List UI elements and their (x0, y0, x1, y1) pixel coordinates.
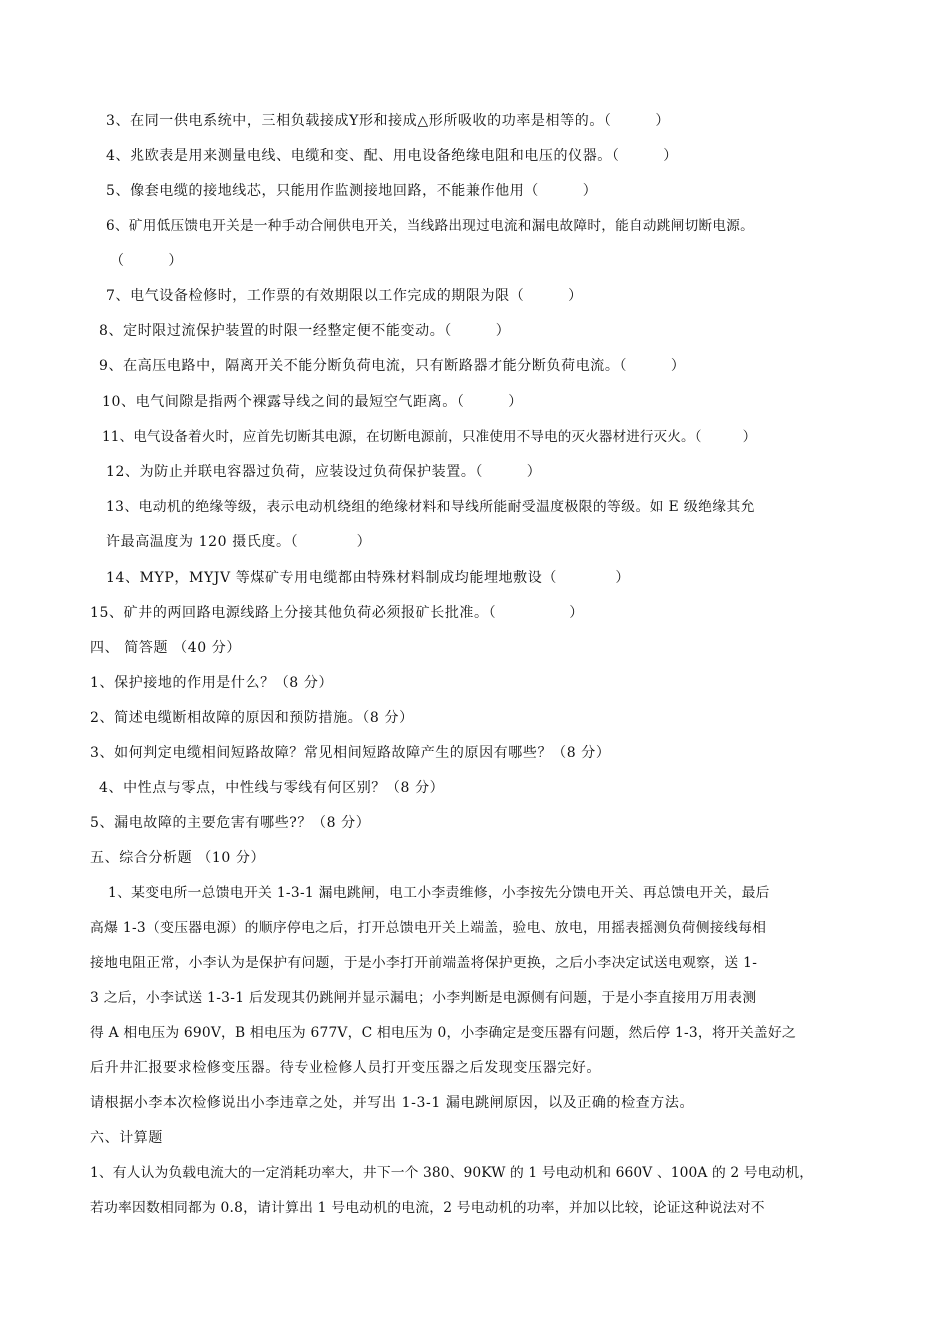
tf-item-5: 5、像套电缆的接地线芯，只能用作监测接地回路，不能兼作他用（ ） (106, 183, 598, 199)
tf-item-6: 6、矿用低压馈电开关是一种手动合闸供电开关，当线路出现过电流和漏电故障时，能自动跳闸切断电源。 (106, 218, 755, 234)
analysis-line-2: 高爆 1-3（变压器电源）的顺序停电之后，打开总馈电开关上端盖，验电、放电，用摇表摇测负荷侧接线每相 (90, 920, 767, 936)
tf-item-15: 15、矿井的两回路电源线路上分接其他负荷必须报矿长批准。（ ） (90, 605, 584, 621)
analysis-question: 请根据小李本次检修说出小李违章之处，并写出 1-3-1 漏电跳闸原因，以及正确的检查方法。 (90, 1095, 695, 1111)
analysis-line-4: 3 之后，小李试送 1-3-1 后发现其仍跳闸并显示漏电；小李判断是电源侧有问题，于是小李直接用万用表测 (90, 990, 757, 1006)
tf-item-9: 9、在高压电路中，隔离开关不能分断负荷电流，只有断路器才能分断负荷电流。（ ） (99, 358, 686, 374)
tf-item-13: 13、电动机的绝缘等级，表示电动机绕组的绝缘材料和导线所能耐受温度极限的等级。如 E 级绝缘其允 (106, 499, 755, 515)
short-answer-1: 1、保护接地的作用是什么？（8 分） (90, 675, 334, 691)
tf-item-6-bracket: （ ） (110, 253, 183, 269)
short-answer-5: 5、漏电故障的主要危害有哪些?？（8 分） (90, 815, 371, 831)
section-4-heading: 四、 简答题 （40 分） (90, 640, 241, 656)
calculation-line-1: 1、有人认为负载电流大的一定消耗功率大，井下一个 380、90KW 的 1 号电动机和 660V 、100A 的 2 号电动机， (90, 1165, 814, 1181)
section-5-heading: 五、综合分析题 （10 分） (90, 850, 266, 866)
analysis-line-6: 后升井汇报要求检修变压器。待专业检修人员打开变压器之后发现变压器完好。 (90, 1060, 601, 1076)
tf-item-13-cont: 许最高温度为 120 摄氏度。（ ） (106, 534, 372, 550)
calculation-line-2: 若功率因数相同都为 0.8，请计算出 1 号电动机的电流，2 号电动机的功率，并加以比较，论证这种说法对不 (90, 1200, 765, 1216)
tf-item-3: 3、在同一供电系统中，三相负载接成Y形和接成△形所吸收的功率是相等的。（ ） (106, 113, 670, 129)
tf-item-4: 4、兆欧表是用来测量电线、电缆和变、配、用电设备绝缘电阻和电压的仪器。（ ） (106, 148, 678, 164)
analysis-line-3: 接地电阻正常，小李认为是保护有问题，于是小李打开前端盖将保护更换，之后小李决定试送电观察，送 1- (90, 955, 758, 971)
analysis-line-1: 1、某变电所一总馈电开关 1-3-1 漏电跳闸，电工小李责维修，小李按先分馈电开关、再总馈电开关，最后 (108, 885, 770, 901)
tf-item-10: 10、电气间隙是指两个裸露导线之间的最短空气距离。（ ） (102, 394, 523, 410)
short-answer-2: 2、简述电缆断相故障的原因和预防措施。（8 分） (90, 710, 414, 726)
tf-item-8: 8、定时限过流保护装置的时限一经整定便不能变动。（ ） (99, 323, 511, 339)
tf-item-14: 14、MYP，MYJV 等煤矿专用电缆都由特殊材料制成均能埋地敷设（ ） (106, 570, 630, 586)
tf-item-7: 7、电气设备检修时，工作票的有效期限以工作完成的期限为限（ ） (106, 288, 583, 304)
section-6-heading: 六、计算题 (90, 1130, 163, 1146)
tf-item-11: 11、电气设备着火时，应首先切断其电源，在切断电源前，只准使用不导电的灭火器材进行灭火。（ ） (102, 429, 757, 445)
short-answer-3: 3、如何判定电缆相间短路故障？常见相间短路故障产生的原因有哪些？（8 分） (90, 745, 611, 761)
tf-item-12: 12、为防止并联电容器过负荷，应装设过负荷保护装置。（ ） (106, 464, 542, 480)
analysis-line-5: 得 A 相电压为 690V，B 相电压为 677V，C 相电压为 0，小李确定是变压器有问题，然后停 1-3，将开关盖好之 (90, 1025, 796, 1041)
short-answer-4: 4、中性点与零点，中性线与零线有何区别？（8 分） (99, 780, 445, 796)
